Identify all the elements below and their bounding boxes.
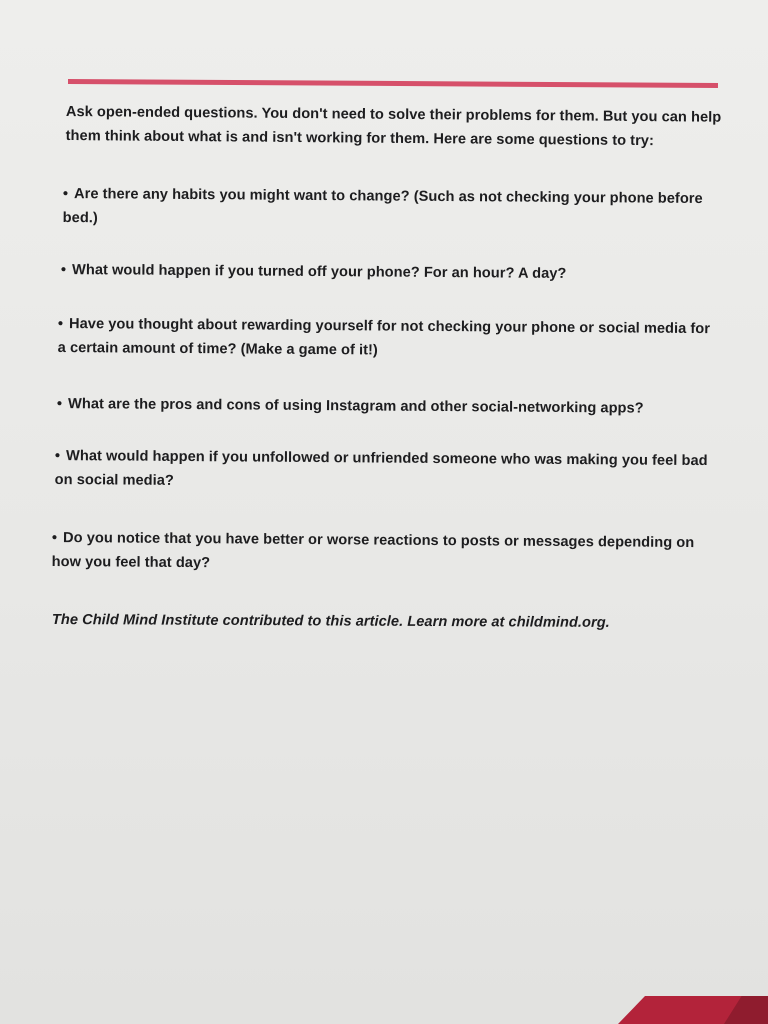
question-text: Do you notice that you have better or worse reactions to posts or messages depending on how you feel that day? (51, 530, 695, 572)
question-text: Have you thought about rewarding yourself for not checking your phone or social media for a certain amount of time? (Make a game of it!) (57, 316, 711, 359)
question-text: What would happen if you turned off your phone? For an hour? A day? (72, 262, 567, 282)
bullet-dot-icon: • (51, 529, 58, 547)
accent-rule (68, 79, 718, 88)
credit-line: The Child Mind Institute contributed to this article. Learn more at childmind.org. (51, 611, 610, 631)
question-item (63, 182, 703, 235)
question-text: What are the pros and cons of using Instagram and other social-networking apps? (68, 396, 644, 417)
bullet-dot-icon: • (56, 395, 63, 413)
question-item (57, 392, 727, 421)
bullet-dot-icon: • (54, 447, 61, 465)
intro-paragraph: Ask open-ended questions. You don't need to solve their problems for them. But you can help them think about what is and isn't working for them. Here are some questions to try: (65, 103, 722, 150)
question-item (52, 526, 724, 579)
question-text: What would happen if you unfollowed or unfriended someone who was making you feel bad on social media? (54, 448, 708, 489)
bullet-dot-icon: • (62, 185, 69, 203)
question-item (55, 444, 727, 497)
question-item (61, 258, 721, 287)
question-item (58, 312, 718, 365)
question-text: Are there any habits you might want to change? (Such as not checking your phone before bed.) (62, 186, 703, 227)
bullet-dot-icon: • (60, 261, 67, 279)
article-body (51, 100, 726, 631)
bullet-dot-icon: • (57, 315, 64, 333)
